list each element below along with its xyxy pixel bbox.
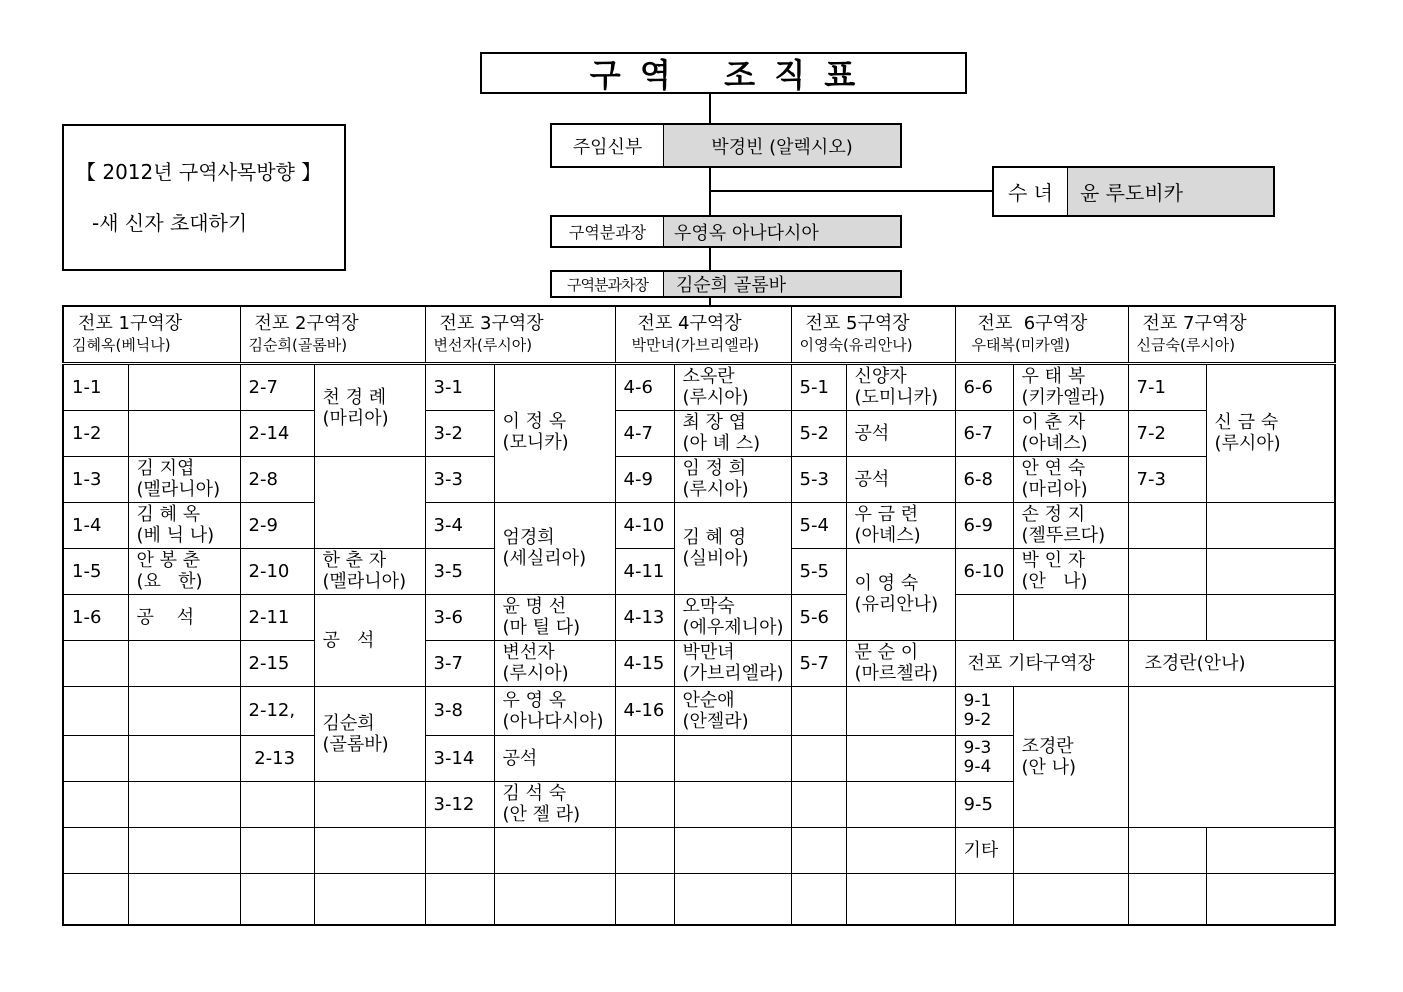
- cell-leader: [674, 827, 791, 873]
- cell-number: 6-9: [955, 502, 1013, 548]
- cell-number: 4-10: [615, 502, 674, 548]
- cell-leader: [128, 640, 240, 686]
- cell-leader: [846, 735, 955, 781]
- cell-number: 1-2: [63, 410, 128, 456]
- cell-leader: 박 인 자 (안 나): [1013, 548, 1128, 594]
- district-header-7: [1128, 306, 1335, 363]
- cell-number: 5-3: [791, 456, 846, 502]
- cell-leader: 안순애 (안젤라): [674, 686, 791, 735]
- cell-number: 1-3: [63, 456, 128, 502]
- cell-number: 4-6: [615, 363, 674, 410]
- cell-number: 2-15: [240, 640, 314, 686]
- cell-number: 7-3: [1128, 456, 1206, 502]
- cell-leader: 김순희 (골롬바): [314, 686, 425, 781]
- cell-number: 2-7: [240, 363, 314, 410]
- district-vice-label: 구역분과차장: [552, 272, 664, 296]
- cell-leader: 엄경희 (세실리아): [494, 502, 615, 594]
- cell-number: 2-10: [240, 548, 314, 594]
- district-name: 전포 7구역장: [1142, 313, 1247, 334]
- cell-leader: [314, 456, 425, 548]
- cell-number: 3-4: [425, 502, 494, 548]
- cell-leader: [128, 735, 240, 781]
- cell-number: [615, 781, 674, 827]
- cell-leader: [128, 781, 240, 827]
- etc-district-header: 전포 기타구역장: [955, 640, 1128, 686]
- cell-number: 2-14: [240, 410, 314, 456]
- district-leader: 김혜옥(베닉나): [72, 336, 171, 354]
- cell-leader: [1128, 686, 1335, 827]
- cell-number: [1128, 594, 1206, 640]
- cell-leader: 신 금 숙 (루시아): [1206, 363, 1335, 502]
- cell-number: 2-8: [240, 456, 314, 502]
- district-name: 전포 1구역장: [78, 313, 183, 334]
- cell-leader: 천 경 례 (마리아): [314, 363, 425, 456]
- district-name: 전포 3구역장: [439, 313, 544, 334]
- cell-number: 3-8: [425, 686, 494, 735]
- cell-leader: [1206, 548, 1335, 594]
- district-header-6: [955, 306, 1128, 363]
- cell-number: 6-7: [955, 410, 1013, 456]
- cell-number: 4-13: [615, 594, 674, 640]
- cell-number: [615, 735, 674, 781]
- cell-leader: [1206, 594, 1335, 640]
- cell-number: [425, 827, 494, 873]
- cell-number: 5-2: [791, 410, 846, 456]
- district-leader: 신금숙(루시아): [1136, 336, 1236, 354]
- cell-leader: 오막숙 (에우제니아): [674, 594, 791, 640]
- cell-number: [791, 873, 846, 925]
- district-header-3: [425, 306, 615, 363]
- district-chief-label: 구역분과장: [552, 217, 664, 246]
- cell-number: 1-1: [63, 363, 128, 410]
- cell-number: 4-16: [615, 686, 674, 735]
- cell-number: 4-7: [615, 410, 674, 456]
- cell-leader: 박만녀 (가브리엘라): [674, 640, 791, 686]
- cell-leader: [314, 781, 425, 827]
- cell-number: [791, 781, 846, 827]
- pastor-name: 박경빈 (알렉시오): [664, 125, 900, 166]
- district-header-4: [615, 306, 791, 363]
- cell-number: 9-1 9-2: [955, 686, 1013, 735]
- cell-leader: 공 석: [128, 594, 240, 640]
- cell-number: 1-6: [63, 594, 128, 640]
- district-header-1: [63, 306, 240, 363]
- cell-leader: [1013, 827, 1128, 873]
- cell-number: 2-12,: [240, 686, 314, 735]
- cell-leader: 공 석: [314, 594, 425, 686]
- cell-number: [791, 827, 846, 873]
- district-vice-box: [550, 270, 902, 298]
- cell-leader: 한 춘 자 (멜라니아): [314, 548, 425, 594]
- cell-number: [240, 827, 314, 873]
- cell-leader: [128, 873, 240, 925]
- district-name: 전포 4구역장: [637, 313, 742, 334]
- cell-number: 6-10: [955, 548, 1013, 594]
- cell-number: 2-13: [240, 735, 314, 781]
- cell-number: [63, 686, 128, 735]
- cell-number: [1128, 827, 1206, 873]
- cell-number: 4-9: [615, 456, 674, 502]
- district-leader: 이영숙(유리안나): [799, 336, 913, 354]
- cell-leader: 안 봉 춘 (요 한): [128, 548, 240, 594]
- cell-number: 2-9: [240, 502, 314, 548]
- cell-number: 3-5: [425, 548, 494, 594]
- cell-number: [63, 827, 128, 873]
- cell-leader: 윤 명 선 (마 틸 다): [494, 594, 615, 640]
- cell-leader: 안 연 숙 (마리아): [1013, 456, 1128, 502]
- cell-number: 3-7: [425, 640, 494, 686]
- cell-leader: 김 지엽 (멜라니아): [128, 456, 240, 502]
- district-header-5: [791, 306, 955, 363]
- cell-leader: [128, 410, 240, 456]
- cell-leader: 이 춘 자 (아녜스): [1013, 410, 1128, 456]
- cell-leader: [674, 781, 791, 827]
- connector-nun: [711, 190, 993, 192]
- district-name: 전포 2구역장: [254, 313, 359, 334]
- cell-number: 1-5: [63, 548, 128, 594]
- cell-leader: 이 영 숙 (유리안나): [846, 548, 955, 640]
- cell-leader: [1013, 873, 1128, 925]
- cell-leader: 우 금 련 (아녜스): [846, 502, 955, 548]
- cell-leader: [1206, 873, 1335, 925]
- cell-number: 7-2: [1128, 410, 1206, 456]
- pastor-label: 주임신부: [552, 125, 664, 166]
- cell-leader: [494, 827, 615, 873]
- cell-leader: [1206, 502, 1335, 548]
- cell-number: [240, 781, 314, 827]
- cell-number: 3-12: [425, 781, 494, 827]
- cell-number: 9-5: [955, 781, 1013, 827]
- district-leader: 김순희(골롬바): [248, 336, 348, 354]
- cell-leader: [314, 827, 425, 873]
- district-name: 전포 5구역장: [805, 313, 910, 334]
- cell-number: 3-6: [425, 594, 494, 640]
- cell-leader: [846, 781, 955, 827]
- cell-number: [955, 594, 1013, 640]
- district-table: [62, 305, 1336, 926]
- cell-number: [615, 873, 674, 925]
- cell-leader: 김 혜 옥 (베 닉 나): [128, 502, 240, 548]
- district-name: 전포 6구역장: [977, 313, 1088, 334]
- cell-leader: 공석: [494, 735, 615, 781]
- cell-number: [615, 827, 674, 873]
- cell-leader: 공석: [846, 410, 955, 456]
- cell-number: 5-4: [791, 502, 846, 548]
- cell-leader: [128, 686, 240, 735]
- cell-number: [63, 781, 128, 827]
- cell-number: [791, 735, 846, 781]
- nun-box: [992, 166, 1275, 217]
- district-leader: 변선자(루시아): [433, 336, 533, 354]
- cell-leader: 이 정 옥 (모니카): [494, 363, 615, 502]
- cell-number: [1128, 548, 1206, 594]
- cell-leader: 김 석 숙 (안 젤 라): [494, 781, 615, 827]
- cell-leader: [314, 873, 425, 925]
- cell-number: 기타: [955, 827, 1013, 873]
- cell-leader: [674, 873, 791, 925]
- cell-leader: [846, 686, 955, 735]
- cell-leader: 조경란 (안 나): [1013, 686, 1128, 827]
- etc-district-leader: 조경란(안나): [1128, 640, 1335, 686]
- cell-number: [791, 686, 846, 735]
- nun-name: 윤 루도비카: [1068, 168, 1273, 215]
- cell-leader: [846, 827, 955, 873]
- direction-title: 【 2012년 구역사목방향 】: [76, 159, 322, 184]
- district-chief-name: 우영옥 아나다시아: [664, 217, 900, 246]
- cell-number: [1128, 502, 1206, 548]
- cell-number: 4-15: [615, 640, 674, 686]
- cell-number: [240, 873, 314, 925]
- cell-number: 5-5: [791, 548, 846, 594]
- cell-number: 5-6: [791, 594, 846, 640]
- cell-number: [1128, 873, 1206, 925]
- cell-leader: [128, 827, 240, 873]
- district-chief-box: [550, 215, 902, 248]
- cell-number: [63, 640, 128, 686]
- cell-leader: 우 태 복 (키카엘라): [1013, 363, 1128, 410]
- cell-leader: 손 정 지 (젤뚜르다): [1013, 502, 1128, 548]
- cell-number: 3-3: [425, 456, 494, 502]
- cell-leader: 김 혜 영 (실비아): [674, 502, 791, 594]
- cell-number: 7-1: [1128, 363, 1206, 410]
- cell-number: 3-2: [425, 410, 494, 456]
- cell-number: 5-1: [791, 363, 846, 410]
- cell-number: 5-7: [791, 640, 846, 686]
- cell-number: 6-6: [955, 363, 1013, 410]
- cell-leader: 변선자 (루시아): [494, 640, 615, 686]
- pastoral-direction-box: [62, 124, 346, 271]
- district-leader: 우태복(미카엘): [971, 336, 1071, 354]
- district-leader: 박만녀(가브리엘라): [631, 336, 760, 354]
- cell-leader: 우 영 옥 (아나다시아): [494, 686, 615, 735]
- district-vice-name: 김순희 골롬바: [664, 272, 900, 296]
- cell-leader: [1013, 594, 1128, 640]
- district-header-2: [240, 306, 425, 363]
- cell-number: 4-11: [615, 548, 674, 594]
- cell-leader: [1206, 827, 1335, 873]
- page-title: 구 역 조 직 표: [480, 52, 967, 94]
- cell-leader: 임 정 희 (루시아): [674, 456, 791, 502]
- cell-number: 6-8: [955, 456, 1013, 502]
- cell-leader: 신양자 (도미니카): [846, 363, 955, 410]
- pastor-box: [550, 123, 902, 168]
- cell-leader: 최 장 엽 (아 녜 스): [674, 410, 791, 456]
- cell-number: 1-4: [63, 502, 128, 548]
- nun-label: 수 녀: [994, 168, 1068, 215]
- cell-leader: [846, 873, 955, 925]
- direction-text: -새 신자 초대하기: [92, 210, 248, 235]
- cell-leader: 소옥란 (루시아): [674, 363, 791, 410]
- cell-leader: [494, 873, 615, 925]
- cell-leader: [128, 363, 240, 410]
- cell-number: [63, 873, 128, 925]
- cell-leader: [674, 735, 791, 781]
- cell-number: 9-3 9-4: [955, 735, 1013, 781]
- cell-leader: 문 순 이 (마르첼라): [846, 640, 955, 686]
- cell-number: 3-1: [425, 363, 494, 410]
- cell-number: [425, 873, 494, 925]
- cell-number: [63, 735, 128, 781]
- cell-leader: 공석: [846, 456, 955, 502]
- cell-number: 2-11: [240, 594, 314, 640]
- cell-number: [955, 873, 1013, 925]
- cell-number: 3-14: [425, 735, 494, 781]
